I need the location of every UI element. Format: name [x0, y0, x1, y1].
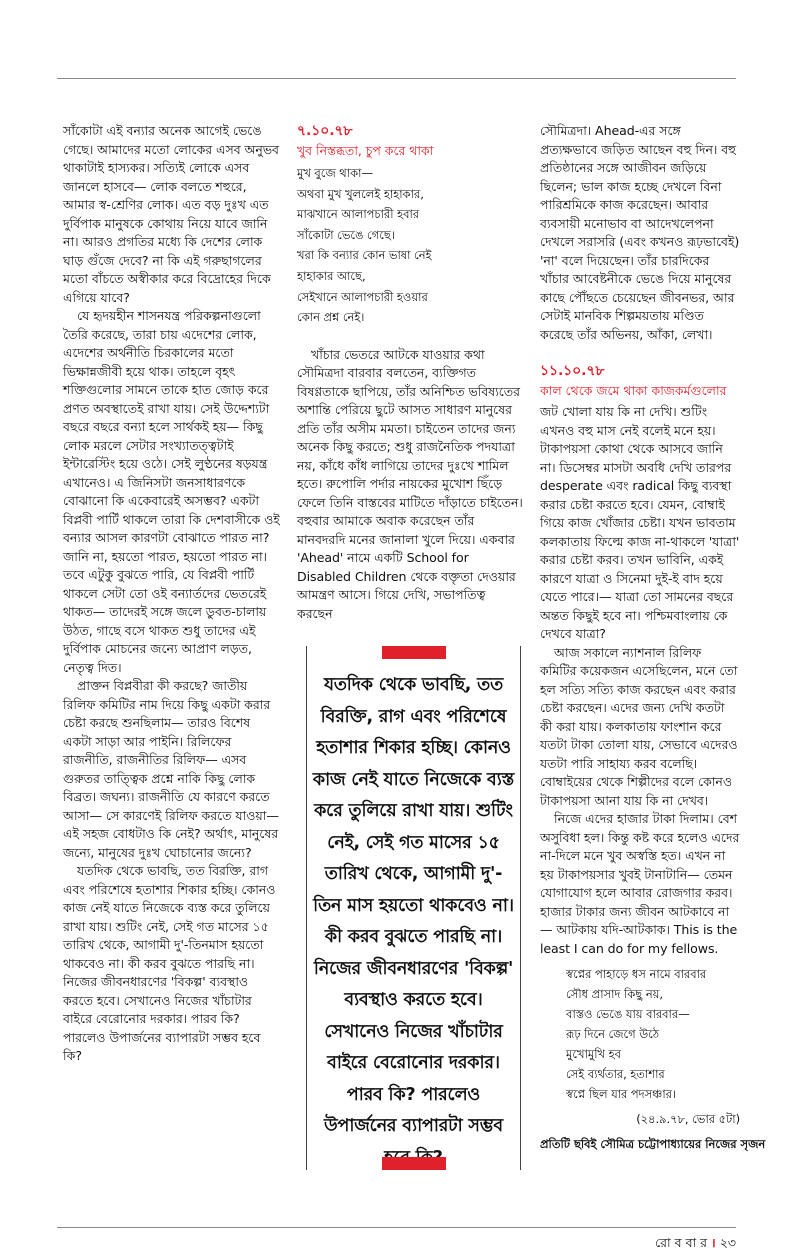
paragraph: খাঁচার ভেতরে আটকে যাওয়ার কথা সৌমিত্রদা বারবার বলতেন, ব্যক্তিগত বিষণ্ণতাকে ছাপিয়ে, তাঁর অনিশ্চিত ভবিষ্যতের অশান্তি পেরিয়ে ছুটে আসত সাধারণ মানুষের প্রতি তাঁর অসীম মমতা। চাইতেন তাদের জন্য অনেক কিছু করতে; শুধু রাজনৈতিক পদযাত্রা নয়, কাঁধে কাঁধ লাগিয়ে তাদের দুঃখে শামিল হতে। রুপোলি পর্দার নায়কের মুখোশ ছিঁড়ে ফেলে তিনি বাস্তবের মাটিতে দাঁড়াতে চাইতেন। বহুবার আমাকে অবাক করেছেন তাঁর মানবদরদি মনের জানালা খুলে দিয়ে। একবার 'Ahead' নামে একটি School for Disabled Children থেকে বক্তৃতা দেওয়ার আমন্ত্রণ আসে। গিয়ে দেখি, সভাপতিত্ব করছেন — [297, 346, 523, 621]
column-3 — [540, 122, 766, 1153]
diary-subtitle: কাল থেকে জমে থাকা কাজকর্মগুলোর — [540, 382, 727, 398]
poem-line: সেই ব্যর্থতার, হতাশার — [566, 1067, 665, 1081]
poem-line: কোন প্রশ্ন নেই। — [297, 310, 365, 325]
bottom-rule — [57, 1227, 736, 1228]
poem-line: সেইখানে আলাপচারী হওয়ার — [297, 289, 428, 304]
poem-line: অথবা মুখ খুললেই হাহাকার, — [297, 186, 424, 201]
paragraph: প্রাক্তন বিপ্লবীরা কী করছে? জাতীয় রিলিফ কমিটির নাম দিয়ে কিছু একটা করার চেষ্টা করছে শুনছিলাম— তারও বিশেষ একটা সাড়া আর পাইনি। রিলিফের রাজনীতি, রাজনীতির রিলিফ— এসব গুরুতর তাত্ত্বিক প্রশ্নে নাকি কিছু লোক বিব্রত। জঘন্য। রাজনীতি যে কারণে করতে আসা— সে কারণেই রিলিফ করতে যাওয়া— এই সহজ বোধটাও কি নেই? অর্থাৎ, মানুষের জন্যে, মানুষের দুঃখ ঘোচানোর জন্যে? — [63, 678, 279, 860]
diary-date: ৭.১০.৭৮ — [297, 123, 353, 139]
pull-quote-bottom-bar — [382, 1157, 446, 1170]
page-number: ২৩ — [719, 1235, 736, 1250]
poem-line: স্বপ্নে ছিল যার পদসঞ্চার। — [566, 1087, 676, 1101]
column-2 — [297, 122, 523, 623]
paragraph: সাঁকোটা এই বন্যার অনেক আগেই ভেঙে গেছে। আমাদের মতো লোকের এসব অনুভব থাকাটাই হাস্যকর। সত্যিই লোকে এসব জানলে হাসবে— লোক বলতে শহুরে, আমার স্ব-শ্রেণির লোক। এত বড় দুঃখ এত দুর্বিপাক মানুষকে কোথায় নিয়ে যাবে জানি না। আরও প্রগতির মধ্যে কি দেশের লোক ঘাড় গুঁজে দেবে? না কি এই গরুছাগলের মতো বাঁচতে অস্বীকার করে বিদ্রোহের দিকে এগিয়ে যাবে? — [63, 123, 279, 305]
poem-line: রূঢ় দিনে জেগে উঠে — [566, 1027, 659, 1041]
paragraph: জট খোলা যায় কি না দেখি। শুটিং এখনও বহু মাস নেই বলেই মনে হয়। টাকাপয়সা কোথা থেকে আসবে জানি না। ডিসেম্বর মাসটা অবধি দেখি তারপর desperate এবং radical কিছু ব্যবস্থা করার চেষ্টা করতে হবে। যেমন, বোম্বাই গিয়ে কাজ খোঁজার চেষ্টা। যখন ভাবতাম কলকাতায় ফিল্মে কাজ না-থাকলে 'যাত্রা' করার চেষ্টা করব। তখন ভাবিনি, একই কারণে যাত্রা ও সিনেমা দুই-ই বাদ হয়ে যেতে পারে।— যাত্রা তো সামনের বছরে অন্তত কিছুই হবে না। পশ্চিমবাংলায় কে দেখবে যাত্রা? — [540, 404, 740, 641]
pull-quote-text: যতদিক থেকে ভাবছি, তত বিরক্তি, রাগ এবং পরিশেষে হতাশার শিকার হচ্ছি। কোনও কাজ নেই যাতে নিজেকে ব্যস্ত করে তুলিয়ে রাখা যায়। শুটিং নেই, সেই গত মাসের ১৫ তারিখ থেকে, আগামী দু'-তিন মাস হয়তো থাকবেও না। কী করব বুঝতে পারছি না। নিজের জীবনধারণের 'বিকল্প' ব্যবস্থাও করতে হবে। সেখানেও নিজের খাঁচাটার বাইরে বেরোনোর দরকার। পারব কি? পারলেও উপার্জনের ব্যাপারটা সম্ভব — [312, 675, 515, 1136]
pull-quote-top-bar — [382, 646, 446, 659]
poem-signoff: (২৪.৯.৭৮, ভোর ৫টা) — [636, 1112, 740, 1126]
photo-credit: প্রতিটি ছবিই সৌমিত্র চট্টোপাধ্যায়ের নিজের সৃজন — [540, 1136, 766, 1151]
poem-line: মুখোমুখি হব — [566, 1047, 621, 1061]
poem-line: হাহাকার আছে, — [297, 268, 366, 283]
page-footer — [655, 1234, 736, 1255]
paragraph: যে হৃদয়হীন শাসনযন্ত্র পরিকল্পনাগুলো তৈরি করেছে, তারা চায় এদেশের লোক, এদেশের অর্থনীতি চিরকালের মতো ভিক্ষান্নজীবী হয়ে থাক। তাহলে বৃহৎ শক্তিগুলোর সামনে তাকে হাত জোড় করে প্রণত অবস্থাতেই রাখা যায়। সেই উদ্দেশ্যটা বছরে বছরে বন্যা হলে সার্থকই হয়— কিছু লোক মরলে সেটার সংখ্যাতত্ত্বটাই ইন্টারেস্টিং হয়ে ওঠে। সেই লুণ্ঠনের ষড়যন্ত্র এখানেও। এ জিনিসটা জনসাধারণকে বোঝানো কি একেবারেই অসম্ভব? একটা বিপ্লবী পার্টি থাকলে তারা কি দেশবাসীকে ওই বন্যার আসল কারণটা বোঝাতে পারত না? জানি না, হয়তো পারত, হয়তো পারত না। তবে এটুকু বুঝতে পারি, যে বিপ্লবী পার্টি থাকলে সেটা তো ওই বন্যার্তদের ভেতরেই থাকত— তাদেরই সঙ্গে জলে ডুবত-চালায় উঠত, গাছে বসে থাকত শুধু তাদের এই দুর্বিপাক মোচনের জন্যে আপ্রাণ লড়ত, নেতৃত্ব দিত। — [63, 308, 280, 675]
poem-line: মাঝখানে আলাপচারী হবার — [297, 207, 420, 222]
pull-quote-box — [306, 646, 521, 1170]
top-rule — [57, 78, 736, 79]
poem — [566, 964, 740, 1104]
footer-separator: । — [711, 1235, 716, 1250]
paragraph: আজ সকালে ন্যাশনাল রিলিফ কমিটির কয়েকজন এসেছিলেন, মনে তো হল সত্যি সত্যি কাজ করছেন এবং করার চেষ্টা করছেন। এদের জন্য দেখি কতটা কী করা যায়। কলকাতায় ফাংশান করে যতটা টাকা তোলা যায়, সেভাবে এদেরও যতটা পারি সাহায্য করব বলেছি। বোম্বাইয়ের থেকে শিল্পীদের বলে কোনও টাকাপয়সা আনা যায় কি না দেখব। — [540, 644, 738, 808]
poem-line: মুখ বুজে থাকা— — [297, 166, 373, 180]
magazine-name: রো ব বা র — [655, 1235, 708, 1250]
column-1 — [63, 122, 281, 1066]
poem-line: খরা কি বন্যার কোন ভাষা নেই — [297, 248, 432, 263]
paragraph: যতদিক থেকে ভাবছি, তত বিরক্তি, রাগ এবং পরিশেষে হতাশার শিকার হচ্ছি। কোনও কাজ নেই যাতে নিজেকে ব্যস্ত করে তুলিয়ে রাখা যায়। শুটিং নেই, সেই গত মাসের ১৫ তারিখ থেকে, আগামী দু'-তিনমাস হয়তো থাকবেও না। কী করব বুঝতে পারছি না। নিজের জীবনধারণের 'বিকল্প' ব্যবস্থাও করতে হবে। সেখানেও নিজের খাঁচাটার বাইরে বেরোনোর দরকার। পারব কি? পারলেও উপার্জনের ব্যাপারটা সম্ভব হবে কি? — [63, 863, 276, 1063]
poem-line: স্বপ্নের পাহাড়ে ধস নামে বারবার — [566, 967, 707, 981]
diary-subtitle: খুব নিস্তব্ধতা, চুপ করে থাকা — [297, 142, 434, 158]
poem-line: সৌধ প্রাসাদ কিছু নয়, — [566, 987, 663, 1001]
paragraph: নিজে এদের হাজার টাকা দিলাম। বেশ অসুবিধা হল। কিন্তু কষ্ট করে হলেও এদের না-দিলে মনে খুব অস্বস্তি হত। এখন না হয় টাকাপয়সার খুবই টানাটানি— তেমন যোগাযোগ হলে আবার রোজগার করব। হাজার টাকার জন্য জীবন আটকাবে না— আটকায় যদি-আটকাক। This is the least I can do for my fellows. — [540, 811, 740, 956]
diary-date: ১১.১০.৭৮ — [540, 363, 605, 379]
poem-line: সাঁকোটা ভেঙে গেছে। — [297, 227, 395, 242]
poem-line: বাস্তও ভেঙে যায় বারবার— — [566, 1007, 690, 1021]
paragraph: সৌমিত্রদা। Ahead-এর সঙ্গে প্রত্যক্ষভাবে জড়িত আছেন বহু দিন। বহু প্রতিষ্ঠানের সঙ্গে আজীবন জড়িয়ে ছিলেন; ভাল কাজ হচ্ছে দেখলে বিনা পারিশ্রমিকে কাজ করেছেন। আবার ব্যবসায়ী মনোভাব বা আদেখলেপনা দেখলে সরাসরি (এবং কখনও রূঢ়ভাবেই) 'না' বলে দিয়েছেন। তাঁর চারদিকের খাঁচার আবেষ্টনীকে ভেঙে দিয়ে মানুষের কাছে পৌঁছতে চেয়েছেন জীবনভর, আর সেটাই মানবিক শিল্পময়তায় মণ্ডিত করেছে তাঁর অভিনয়, আঁকা, লেখা। — [540, 123, 740, 342]
poem — [297, 163, 523, 328]
